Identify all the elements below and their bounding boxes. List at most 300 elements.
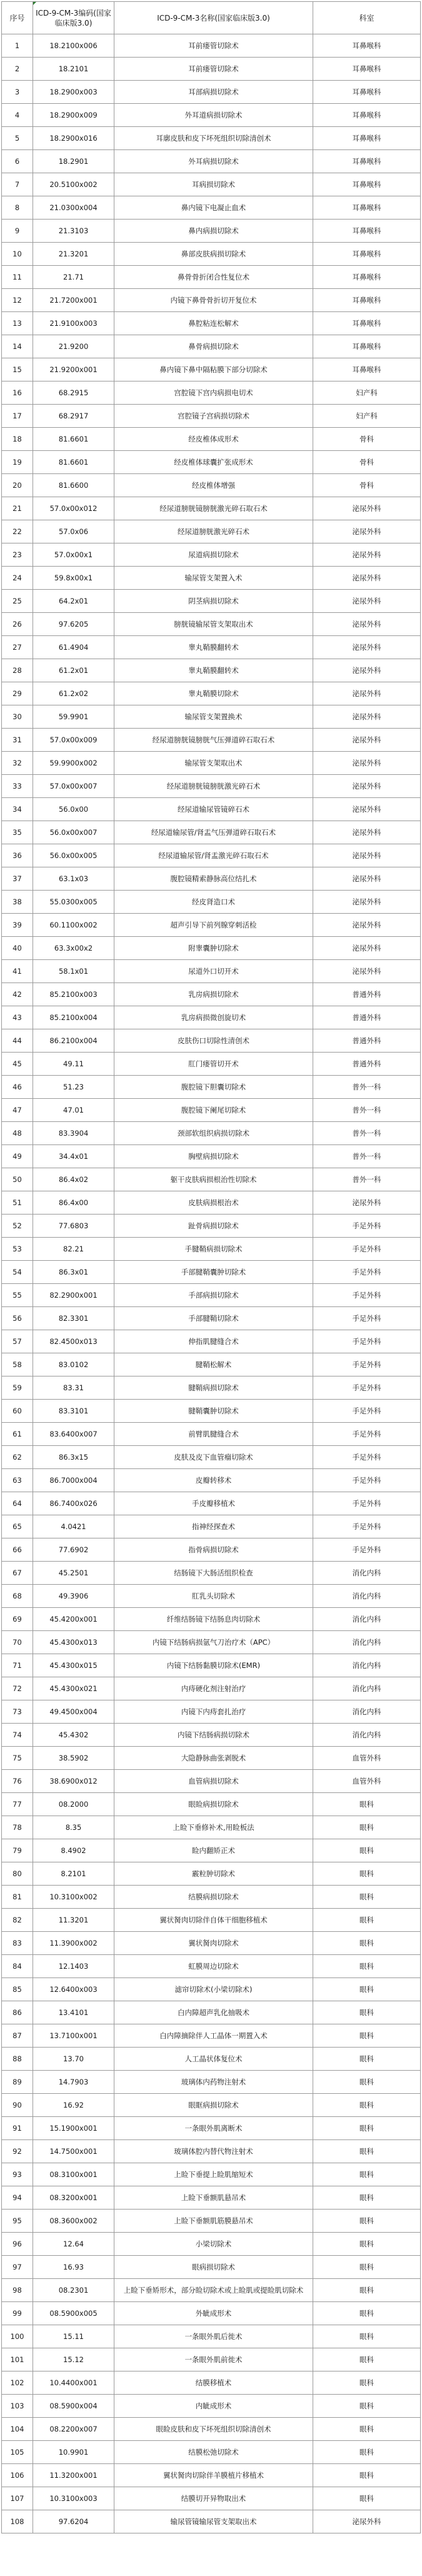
seq-cell[interactable]: 90	[2, 2094, 33, 2117]
name-cell[interactable]: 翼状胬肉切除伴羊膜植片移植术	[114, 2464, 313, 2487]
seq-cell[interactable]: 58	[2, 1353, 33, 1376]
seq-cell[interactable]: 30	[2, 705, 33, 729]
dept-cell[interactable]: 手足外科	[313, 1307, 421, 1330]
seq-cell[interactable]: 16	[2, 381, 33, 405]
name-cell[interactable]: 外耳病损切除术	[114, 150, 313, 173]
seq-cell[interactable]: 18	[2, 428, 33, 451]
dept-cell[interactable]: 眼科	[313, 2117, 421, 2140]
seq-cell[interactable]: 32	[2, 752, 33, 775]
dept-cell[interactable]: 眼科	[313, 2464, 421, 2487]
code-cell[interactable]: 13.70	[33, 2048, 114, 2071]
seq-cell[interactable]: 87	[2, 2024, 33, 2048]
name-cell[interactable]: 人工晶状体复位术	[114, 2048, 313, 2071]
code-cell[interactable]: 08.3600x002	[33, 2210, 114, 2233]
name-cell[interactable]: 皮肤及皮下血管瘤切除术	[114, 1446, 313, 1469]
name-cell[interactable]: 输尿管支架置换术	[114, 705, 313, 729]
name-cell[interactable]: 内眦成形术	[114, 2395, 313, 2418]
header-name[interactable]	[114, 2, 313, 34]
dept-cell[interactable]: 泌尿外科	[313, 636, 421, 659]
code-cell[interactable]: 10.3100x003	[33, 2487, 114, 2510]
seq-cell[interactable]: 60	[2, 1400, 33, 1423]
code-cell[interactable]: 13.4101	[33, 2001, 114, 2024]
dept-cell[interactable]: 妇产科	[313, 405, 421, 428]
seq-cell[interactable]: 100	[2, 2325, 33, 2348]
name-cell[interactable]: 睾丸鞘膜翻转术	[114, 636, 313, 659]
seq-cell[interactable]: 48	[2, 1122, 33, 1145]
seq-cell[interactable]: 53	[2, 1238, 33, 1261]
name-cell[interactable]: 手部腱鞘切除术	[114, 1307, 313, 1330]
code-cell[interactable]: 97.6205	[33, 613, 114, 636]
code-cell[interactable]: 08.3100x001	[33, 2163, 114, 2186]
name-cell[interactable]: 白内障超声乳化抽吸术	[114, 2001, 313, 2024]
name-cell[interactable]: 内镜下结肠病损切除术	[114, 1724, 313, 1747]
name-cell[interactable]: 玻璃体腔内替代物注射术	[114, 2140, 313, 2163]
seq-cell[interactable]: 10	[2, 243, 33, 266]
seq-cell[interactable]: 26	[2, 613, 33, 636]
code-cell[interactable]: 18.2101	[33, 58, 114, 81]
code-cell[interactable]: 86.2100x004	[33, 1029, 114, 1053]
code-cell[interactable]: 83.31	[33, 1376, 114, 1400]
name-cell[interactable]: 结肠镜下大肠活组织检查	[114, 1562, 313, 1585]
dept-cell[interactable]: 骨科	[313, 474, 421, 497]
dept-cell[interactable]: 手足外科	[313, 1423, 421, 1446]
code-cell[interactable]: 49.4500x004	[33, 1700, 114, 1724]
code-cell[interactable]: 21.9100x003	[33, 312, 114, 335]
name-cell[interactable]: 趾骨病损切除术	[114, 1215, 313, 1238]
code-cell[interactable]: 81.6601	[33, 428, 114, 451]
name-cell[interactable]: 眼睑皮肤和皮下坏死组织切除清创术	[114, 2418, 313, 2441]
code-cell[interactable]: 82.4500x013	[33, 1330, 114, 1353]
name-cell[interactable]: 虹膜周边切除术	[114, 1955, 313, 1978]
code-cell[interactable]: 16.92	[33, 2094, 114, 2117]
dept-cell[interactable]: 手足外科	[313, 1376, 421, 1400]
code-cell[interactable]: 86.3x01	[33, 1261, 114, 1284]
seq-cell[interactable]: 21	[2, 497, 33, 520]
dept-cell[interactable]: 眼科	[313, 2302, 421, 2325]
code-cell[interactable]: 56.0x00x005	[33, 844, 114, 867]
dept-cell[interactable]: 眼科	[313, 2048, 421, 2071]
name-cell[interactable]: 输尿管支架置入术	[114, 567, 313, 590]
seq-cell[interactable]: 62	[2, 1446, 33, 1469]
code-cell[interactable]: 08.5900x005	[33, 2302, 114, 2325]
seq-cell[interactable]: 50	[2, 1168, 33, 1191]
name-cell[interactable]: 上睑下垂提上睑肌缩短术	[114, 2163, 313, 2186]
dept-cell[interactable]: 眼科	[313, 2279, 421, 2302]
name-cell[interactable]: 伸指肌腱缝合术	[114, 1330, 313, 1353]
name-cell[interactable]: 上睑下垂修补术,用睑板法	[114, 1816, 313, 1839]
seq-cell[interactable]: 82	[2, 1909, 33, 1932]
code-cell[interactable]: 12.6400x003	[33, 1978, 114, 2001]
name-cell[interactable]: 手腱鞘病损切除术	[114, 1238, 313, 1261]
code-cell[interactable]: 77.6902	[33, 1538, 114, 1562]
seq-cell[interactable]: 99	[2, 2302, 33, 2325]
name-cell[interactable]: 皮肤病损根治术	[114, 1191, 313, 1215]
dept-cell[interactable]: 泌尿外科	[313, 613, 421, 636]
name-cell[interactable]: 外耳道病损切除术	[114, 104, 313, 127]
code-cell[interactable]: 61.2x01	[33, 659, 114, 682]
name-cell[interactable]: 腱鞘囊肿切除术	[114, 1400, 313, 1423]
code-cell[interactable]: 14.7903	[33, 2071, 114, 2094]
dept-cell[interactable]: 手足外科	[313, 1330, 421, 1353]
seq-cell[interactable]: 14	[2, 335, 33, 358]
dept-cell[interactable]: 耳鼻喉科	[313, 104, 421, 127]
name-cell[interactable]: 宫腔镜子宫病损切除术	[114, 405, 313, 428]
code-cell[interactable]: 86.4x00	[33, 1191, 114, 1215]
name-cell[interactable]: 一条眼外肌离断术	[114, 2117, 313, 2140]
name-cell[interactable]: 鼻腔粘连松解术	[114, 312, 313, 335]
code-cell[interactable]: 21.3103	[33, 220, 114, 243]
dept-cell[interactable]: 眼科	[313, 2418, 421, 2441]
name-cell[interactable]: 腱鞘病损切除术	[114, 1376, 313, 1400]
name-cell[interactable]: 手部病损切除术	[114, 1284, 313, 1307]
seq-cell[interactable]: 104	[2, 2418, 33, 2441]
code-cell[interactable]: 49.11	[33, 1053, 114, 1076]
dept-cell[interactable]: 耳鼻喉科	[313, 34, 421, 58]
name-cell[interactable]: 经皮椎体成形术	[114, 428, 313, 451]
seq-cell[interactable]: 97	[2, 2256, 33, 2279]
name-cell[interactable]: 内镜下结肠病损氩气刀治疗术（APC）	[114, 1631, 313, 1654]
seq-cell[interactable]: 31	[2, 729, 33, 752]
seq-cell[interactable]: 70	[2, 1631, 33, 1654]
seq-cell[interactable]: 102	[2, 2371, 33, 2395]
seq-cell[interactable]: 28	[2, 659, 33, 682]
seq-cell[interactable]: 47	[2, 1099, 33, 1122]
dept-cell[interactable]: 泌尿外科	[313, 497, 421, 520]
code-cell[interactable]: 97.6204	[33, 2510, 114, 2533]
name-cell[interactable]: 结膜移植术	[114, 2371, 313, 2395]
dept-cell[interactable]: 耳鼻喉科	[313, 289, 421, 312]
code-cell[interactable]: 57.0x00x009	[33, 729, 114, 752]
dept-cell[interactable]: 眼科	[313, 2487, 421, 2510]
dept-cell[interactable]: 消化内科	[313, 1631, 421, 1654]
code-cell[interactable]: 14.7500x001	[33, 2140, 114, 2163]
dept-cell[interactable]: 泌尿外科	[313, 821, 421, 844]
dept-cell[interactable]: 眼科	[313, 2371, 421, 2395]
dept-cell[interactable]: 手足外科	[313, 1400, 421, 1423]
code-cell[interactable]: 63.3x00x2	[33, 937, 114, 960]
code-cell[interactable]: 45.4300x021	[33, 1677, 114, 1700]
name-cell[interactable]: 鼻骨病损切除术	[114, 335, 313, 358]
code-cell[interactable]: 86.7000x004	[33, 1469, 114, 1492]
name-cell[interactable]: 玻璃体内药物注射术	[114, 2071, 313, 2094]
seq-cell[interactable]: 89	[2, 2071, 33, 2094]
seq-cell[interactable]: 98	[2, 2279, 33, 2302]
dept-cell[interactable]: 手足外科	[313, 1238, 421, 1261]
name-cell[interactable]: 尿道外口切开术	[114, 960, 313, 983]
dept-cell[interactable]: 泌尿外科	[313, 543, 421, 567]
name-cell[interactable]: 眼眶病损切除术	[114, 2094, 313, 2117]
dept-cell[interactable]: 泌尿外科	[313, 960, 421, 983]
dept-cell[interactable]: 泌尿外科	[313, 520, 421, 543]
code-cell[interactable]: 8.2101	[33, 1862, 114, 1886]
name-cell[interactable]: 腹腔镜下胆囊切除术	[114, 1076, 313, 1099]
dept-cell[interactable]: 耳鼻喉科	[313, 266, 421, 289]
code-cell[interactable]: 8.4902	[33, 1839, 114, 1862]
dept-cell[interactable]: 骨科	[313, 428, 421, 451]
name-cell[interactable]: 经尿道输尿管镜碎石术	[114, 798, 313, 821]
code-cell[interactable]: 82.21	[33, 1238, 114, 1261]
dept-cell[interactable]: 眼科	[313, 2071, 421, 2094]
code-cell[interactable]: 85.2100x004	[33, 1006, 114, 1029]
name-cell[interactable]: 经尿道膀胱激光碎石术	[114, 520, 313, 543]
code-cell[interactable]: 51.23	[33, 1076, 114, 1099]
code-cell[interactable]: 49.3906	[33, 1585, 114, 1608]
seq-cell[interactable]: 2	[2, 58, 33, 81]
seq-cell[interactable]: 106	[2, 2464, 33, 2487]
code-cell[interactable]: 68.2917	[33, 405, 114, 428]
dept-cell[interactable]: 妇产科	[313, 381, 421, 405]
seq-cell[interactable]: 72	[2, 1677, 33, 1700]
name-cell[interactable]: 腱鞘松解术	[114, 1353, 313, 1376]
dept-cell[interactable]: 耳鼻喉科	[313, 81, 421, 104]
dept-cell[interactable]: 泌尿外科	[313, 682, 421, 705]
dept-cell[interactable]: 普通外科	[313, 1006, 421, 1029]
code-cell[interactable]: 64.2x01	[33, 590, 114, 613]
seq-cell[interactable]: 43	[2, 1006, 33, 1029]
dept-cell[interactable]: 普外一科	[313, 1145, 421, 1168]
dept-cell[interactable]: 手足外科	[313, 1538, 421, 1562]
name-cell[interactable]: 结膜松弛切除术	[114, 2441, 313, 2464]
code-cell[interactable]: 57.0x00x007	[33, 775, 114, 798]
name-cell[interactable]: 睾丸鞘膜翻转术	[114, 659, 313, 682]
code-cell[interactable]: 56.0x00x007	[33, 821, 114, 844]
dept-cell[interactable]: 消化内科	[313, 1654, 421, 1677]
code-cell[interactable]: 18.2900x003	[33, 81, 114, 104]
seq-cell[interactable]: 39	[2, 914, 33, 937]
dept-cell[interactable]: 眼科	[313, 2441, 421, 2464]
name-cell[interactable]: 结膜病损切除术	[114, 1886, 313, 1909]
name-cell[interactable]: 输尿管镜输尿管支架取出术	[114, 2510, 313, 2533]
dept-cell[interactable]: 眼科	[313, 1955, 421, 1978]
seq-cell[interactable]: 45	[2, 1053, 33, 1076]
seq-cell[interactable]: 23	[2, 543, 33, 567]
dept-cell[interactable]: 泌尿外科	[313, 2510, 421, 2533]
code-cell[interactable]: 18.2901	[33, 150, 114, 173]
dept-cell[interactable]: 普外一科	[313, 1099, 421, 1122]
name-cell[interactable]: 胸壁病损切除术	[114, 1145, 313, 1168]
code-cell[interactable]: 86.4x02	[33, 1168, 114, 1191]
name-cell[interactable]: 内镜下内痔套扎治疗	[114, 1700, 313, 1724]
seq-cell[interactable]: 101	[2, 2348, 33, 2371]
code-cell[interactable]: 08.2200x007	[33, 2418, 114, 2441]
name-cell[interactable]: 经尿道输尿管/肾盂气压弹道碎石取石术	[114, 821, 313, 844]
code-cell[interactable]: 15.11	[33, 2325, 114, 2348]
name-cell[interactable]: 经皮椎体球囊扩张成形术	[114, 451, 313, 474]
seq-cell[interactable]: 88	[2, 2048, 33, 2071]
name-cell[interactable]: 指骨病损切除术	[114, 1538, 313, 1562]
dept-cell[interactable]: 普外一科	[313, 1076, 421, 1099]
dept-cell[interactable]: 血管外科	[313, 1770, 421, 1793]
name-cell[interactable]: 宫腔镜下宫内病损电切术	[114, 381, 313, 405]
seq-cell[interactable]: 76	[2, 1770, 33, 1793]
dept-cell[interactable]: 泌尿外科	[313, 705, 421, 729]
name-cell[interactable]: 经尿道膀胱镜膀胱激光碎石取石术	[114, 497, 313, 520]
dept-cell[interactable]: 眼科	[313, 1978, 421, 2001]
seq-cell[interactable]: 86	[2, 2001, 33, 2024]
seq-cell[interactable]: 85	[2, 1978, 33, 2001]
seq-cell[interactable]: 75	[2, 1747, 33, 1770]
dept-cell[interactable]: 耳鼻喉科	[313, 220, 421, 243]
name-cell[interactable]: 外眦成形术	[114, 2302, 313, 2325]
seq-cell[interactable]: 24	[2, 567, 33, 590]
dept-cell[interactable]: 耳鼻喉科	[313, 150, 421, 173]
name-cell[interactable]: 皮瓣转移术	[114, 1469, 313, 1492]
dept-cell[interactable]: 眼科	[313, 2233, 421, 2256]
name-cell[interactable]: 乳房病损切除术	[114, 983, 313, 1006]
seq-cell[interactable]: 108	[2, 2510, 33, 2533]
code-cell[interactable]: 11.3200x001	[33, 2464, 114, 2487]
name-cell[interactable]: 纤维结肠镜下结肠息肉切除术	[114, 1608, 313, 1631]
name-cell[interactable]: 内痔硬化剂注射治疗	[114, 1677, 313, 1700]
dept-cell[interactable]: 眼科	[313, 2163, 421, 2186]
seq-cell[interactable]: 56	[2, 1307, 33, 1330]
dept-cell[interactable]: 手足外科	[313, 1215, 421, 1238]
code-cell[interactable]: 45.4300x013	[33, 1631, 114, 1654]
code-cell[interactable]: 59.9901	[33, 705, 114, 729]
name-cell[interactable]: 乳房病损微创旋切术	[114, 1006, 313, 1029]
seq-cell[interactable]: 41	[2, 960, 33, 983]
dept-cell[interactable]: 眼科	[313, 2325, 421, 2348]
dept-cell[interactable]: 耳鼻喉科	[313, 358, 421, 381]
code-cell[interactable]: 16.93	[33, 2256, 114, 2279]
seq-cell[interactable]: 84	[2, 1955, 33, 1978]
code-cell[interactable]: 85.2100x003	[33, 983, 114, 1006]
seq-cell[interactable]: 64	[2, 1492, 33, 1515]
seq-cell[interactable]: 13	[2, 312, 33, 335]
name-cell[interactable]: 小梁切除术	[114, 2233, 313, 2256]
code-cell[interactable]: 57.0x06	[33, 520, 114, 543]
dept-cell[interactable]: 普通外科	[313, 1029, 421, 1053]
code-cell[interactable]: 68.2915	[33, 381, 114, 405]
code-cell[interactable]: 81.6601	[33, 451, 114, 474]
dept-cell[interactable]: 手足外科	[313, 1446, 421, 1469]
dept-cell[interactable]: 消化内科	[313, 1677, 421, 1700]
seq-cell[interactable]: 96	[2, 2233, 33, 2256]
seq-cell[interactable]: 33	[2, 775, 33, 798]
name-cell[interactable]: 鼻骨骨折闭合性复位术	[114, 266, 313, 289]
name-cell[interactable]: 腹腔镜下阑尾切除术	[114, 1099, 313, 1122]
dept-cell[interactable]: 泌尿外科	[313, 729, 421, 752]
dept-cell[interactable]: 泌尿外科	[313, 659, 421, 682]
code-cell[interactable]: 8.35	[33, 1816, 114, 1839]
code-cell[interactable]: 83.6400x007	[33, 1423, 114, 1446]
name-cell[interactable]: 手皮瓣移植术	[114, 1492, 313, 1515]
seq-cell[interactable]: 25	[2, 590, 33, 613]
seq-cell[interactable]: 83	[2, 1932, 33, 1955]
name-cell[interactable]: 经尿道膀胱镜膀胱气压弹道碎石取石术	[114, 729, 313, 752]
code-cell[interactable]: 13.7100x001	[33, 2024, 114, 2048]
name-cell[interactable]: 腹腔镜精索静脉高位结扎术	[114, 867, 313, 891]
code-cell[interactable]: 45.4302	[33, 1724, 114, 1747]
name-cell[interactable]: 手部腱鞘囊肿切除术	[114, 1261, 313, 1284]
dept-cell[interactable]: 泌尿外科	[313, 1191, 421, 1215]
seq-cell[interactable]: 91	[2, 2117, 33, 2140]
code-cell[interactable]: 45.4300x015	[33, 1654, 114, 1677]
name-cell[interactable]: 上睑下垂矫形术，部分睑切除术或上睑肌或提睑肌切除术	[114, 2279, 313, 2302]
seq-cell[interactable]: 78	[2, 1816, 33, 1839]
code-cell[interactable]: 4.0421	[33, 1515, 114, 1538]
dept-cell[interactable]: 骨科	[313, 451, 421, 474]
name-cell[interactable]: 大隐静脉曲张剥脱术	[114, 1747, 313, 1770]
seq-cell[interactable]: 68	[2, 1585, 33, 1608]
seq-cell[interactable]: 95	[2, 2210, 33, 2233]
code-cell[interactable]: 11.3900x002	[33, 1932, 114, 1955]
code-cell[interactable]: 63.1x03	[33, 867, 114, 891]
name-cell[interactable]: 耳病损切除术	[114, 173, 313, 196]
name-cell[interactable]: 翼状胬肉切除伴自体干细胞移植术	[114, 1909, 313, 1932]
code-cell[interactable]: 10.4400x001	[33, 2371, 114, 2395]
seq-cell[interactable]: 19	[2, 451, 33, 474]
dept-cell[interactable]: 眼科	[313, 2024, 421, 2048]
dept-cell[interactable]: 耳鼻喉科	[313, 127, 421, 150]
code-cell[interactable]: 86.3x15	[33, 1446, 114, 1469]
seq-cell[interactable]: 80	[2, 1862, 33, 1886]
name-cell[interactable]: 附睾囊肿切除术	[114, 937, 313, 960]
name-cell[interactable]: 鼻内镜下鼻中隔粘膜下部分切除术	[114, 358, 313, 381]
name-cell[interactable]: 躯干皮肤病损根治性切除术	[114, 1168, 313, 1191]
dept-cell[interactable]: 普外一科	[313, 1168, 421, 1191]
name-cell[interactable]: 输尿管支架取出术	[114, 752, 313, 775]
seq-cell[interactable]: 4	[2, 104, 33, 127]
dept-cell[interactable]: 手足外科	[313, 1353, 421, 1376]
code-cell[interactable]: 21.9200	[33, 335, 114, 358]
code-cell[interactable]: 56.0x00	[33, 798, 114, 821]
dept-cell[interactable]: 手足外科	[313, 1284, 421, 1307]
code-cell[interactable]: 12.64	[33, 2233, 114, 2256]
header-code[interactable]	[33, 2, 114, 34]
dept-cell[interactable]: 消化内科	[313, 1724, 421, 1747]
code-cell[interactable]: 15.1900x001	[33, 2117, 114, 2140]
seq-cell[interactable]: 69	[2, 1608, 33, 1631]
name-cell[interactable]: 睑内翻矫正术	[114, 1839, 313, 1862]
seq-cell[interactable]: 77	[2, 1793, 33, 1816]
dept-cell[interactable]: 耳鼻喉科	[313, 58, 421, 81]
name-cell[interactable]: 颈部软组织病损切除术	[114, 1122, 313, 1145]
seq-cell[interactable]: 17	[2, 405, 33, 428]
code-cell[interactable]: 77.6803	[33, 1215, 114, 1238]
dept-cell[interactable]: 耳鼻喉科	[313, 173, 421, 196]
code-cell[interactable]: 20.5100x002	[33, 173, 114, 196]
code-cell[interactable]: 21.7200x001	[33, 289, 114, 312]
name-cell[interactable]: 霰粒肿切除术	[114, 1862, 313, 1886]
code-cell[interactable]: 45.2501	[33, 1562, 114, 1585]
seq-cell[interactable]: 36	[2, 844, 33, 867]
dept-cell[interactable]: 耳鼻喉科	[313, 243, 421, 266]
dept-cell[interactable]: 手足外科	[313, 1261, 421, 1284]
seq-cell[interactable]: 12	[2, 289, 33, 312]
code-cell[interactable]: 21.3201	[33, 243, 114, 266]
seq-cell[interactable]: 55	[2, 1284, 33, 1307]
code-cell[interactable]: 57.0x00x012	[33, 497, 114, 520]
dept-cell[interactable]: 耳鼻喉科	[313, 335, 421, 358]
seq-cell[interactable]: 63	[2, 1469, 33, 1492]
seq-cell[interactable]: 38	[2, 891, 33, 914]
name-cell[interactable]: 鼻内镜下电凝止血术	[114, 196, 313, 220]
seq-cell[interactable]: 8	[2, 196, 33, 220]
seq-cell[interactable]: 49	[2, 1145, 33, 1168]
dept-cell[interactable]: 眼科	[313, 2186, 421, 2210]
name-cell[interactable]: 内镜下结肠黏膜切除术(EMR)	[114, 1654, 313, 1677]
dept-cell[interactable]: 眼科	[313, 1886, 421, 1909]
name-cell[interactable]: 尿道病损切除术	[114, 543, 313, 567]
seq-cell[interactable]: 27	[2, 636, 33, 659]
dept-cell[interactable]: 泌尿外科	[313, 914, 421, 937]
code-cell[interactable]: 59.8x00x1	[33, 567, 114, 590]
code-cell[interactable]: 12.1403	[33, 1955, 114, 1978]
name-cell[interactable]: 上睑下垂额肌筋膜悬吊术	[114, 2210, 313, 2233]
dept-cell[interactable]: 泌尿外科	[313, 844, 421, 867]
name-cell[interactable]: 经皮椎体增强	[114, 474, 313, 497]
